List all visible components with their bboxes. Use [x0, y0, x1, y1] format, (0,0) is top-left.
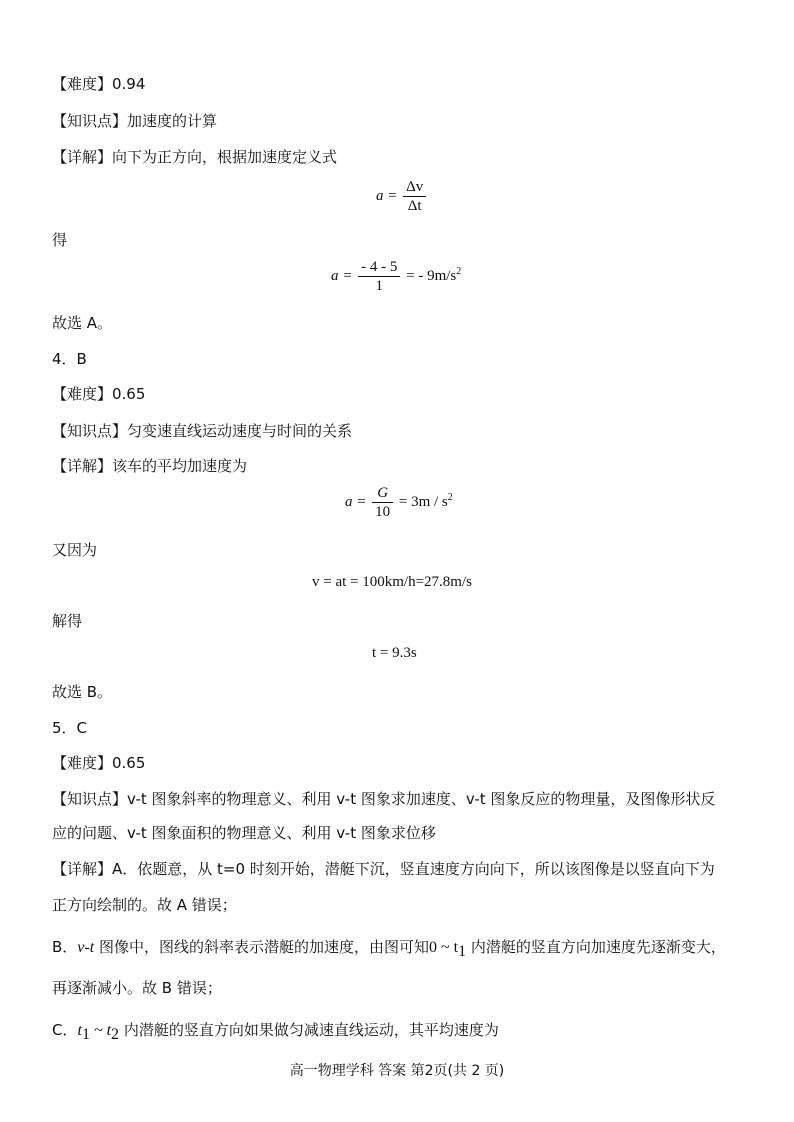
denominator: 1: [375, 278, 383, 294]
equation-rhs: = - 9m/s: [406, 267, 457, 284]
question-number: 5．C: [52, 719, 88, 737]
numerator: - 4 - 5: [358, 258, 400, 277]
equation-rhs: = 3m / s: [398, 493, 448, 510]
equation-lhs: a =: [331, 267, 353, 284]
math-term: v-t: [77, 939, 95, 956]
equation-time: t = 9.3s: [372, 645, 417, 661]
knowledge-point-line: 【知识点】加速度的计算: [52, 112, 218, 130]
text-span: 内潜艇的竖直方向加速度先逐渐变大，: [466, 938, 726, 956]
option-label: C．: [52, 1021, 78, 1039]
question-number: 4．B: [52, 350, 87, 368]
option-label: B．: [52, 938, 78, 956]
difficulty-line: 【难度】0.94: [52, 75, 146, 93]
text-line: 又因为: [52, 541, 98, 559]
explanation-line-cont: 正方向绘制的。故 A 错误；: [52, 896, 237, 914]
math-term: 0 ~ t: [428, 939, 459, 956]
equation-lhs: a =: [345, 493, 367, 510]
page-footer: 高一物理学科 答案 第2页(共 2 页): [289, 1063, 505, 1079]
equation-average-acceleration: [345, 484, 453, 521]
answer-line: 故选 A。: [52, 314, 113, 332]
answer-line: 故选 B。: [52, 683, 113, 701]
denominator: Δt: [407, 198, 422, 214]
explanation-line: 【详解】A．依题意，从 t=0 时刻开始，潜艇下沉，竖直速度方向向下，所以该图像是以竖直向下为: [52, 860, 715, 878]
fraction: [372, 484, 393, 521]
text-line: 得: [52, 231, 68, 249]
difficulty-line: 【难度】0.65: [52, 754, 146, 772]
subscript: 1: [458, 943, 467, 960]
option-b-line-cont: 再逐渐减小。故 B 错误；: [52, 979, 222, 997]
knowledge-point-line: 【知识点】v-t 图象斜率的物理意义、利用 v-t 图象求加速度、v-t 图象反应的物理量，及图像形状反: [52, 790, 716, 808]
denominator: 10: [375, 504, 391, 520]
knowledge-point-line: 【知识点】匀变速直线运动速度与时间的关系: [52, 422, 353, 440]
fraction: [358, 258, 400, 295]
difficulty-line: 【难度】0.65: [52, 385, 146, 403]
subscript: 1: [81, 1026, 90, 1043]
math-term: t: [77, 1022, 82, 1039]
exponent: 2: [456, 265, 462, 277]
exponent: 2: [447, 491, 453, 503]
knowledge-point-line-cont: 应的问题、v-t 图象面积的物理意义、利用 v-t 图象求位移: [52, 824, 436, 842]
text-span: 图像中，图线的斜率表示潜艇的加速度，由图可知: [94, 938, 429, 956]
option-b-line: [52, 936, 726, 961]
fraction: [403, 178, 426, 215]
subscript: 2: [111, 1026, 120, 1043]
equation-acceleration-definition: [376, 178, 428, 215]
math-term: ~ t: [89, 1022, 112, 1039]
explanation-line: 【详解】向下为正方向，根据加速度定义式: [52, 148, 338, 166]
equation-lhs: a =: [376, 187, 398, 204]
equation-acceleration-result: [331, 258, 461, 295]
equation-velocity: v = at = 100km/h=27.8m/s: [312, 574, 472, 590]
text-span: 内潜艇的竖直方向如果做匀减速直线运动，其平均速度为: [119, 1021, 499, 1039]
numerator: Δv: [403, 178, 426, 197]
explanation-line: 【详解】该车的平均加速度为: [52, 457, 248, 475]
numerator: G: [372, 484, 393, 503]
option-c-line: [52, 1019, 499, 1044]
text-line: 解得: [52, 612, 83, 630]
